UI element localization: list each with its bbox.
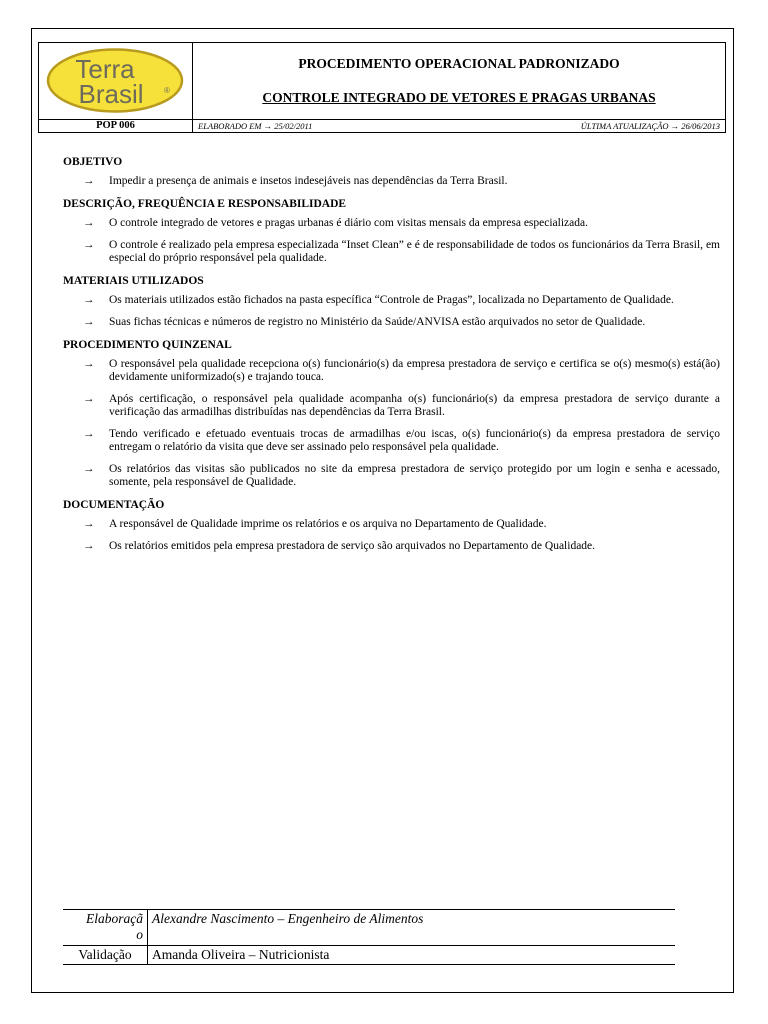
- item-text: Os materiais utilizados estão fichados na pasta específica “Controle de Pragas”, localizada no Departamento de Qualidade.: [109, 294, 674, 306]
- list-item: [63, 428, 720, 454]
- arrow-icon: →: [83, 175, 95, 187]
- item-text: O responsável pela qualidade recepciona o(s) funcionário(s) da empresa prestadora de serviço e certifica se o(s) mesmo(s) está(ão) devidamente uniformizado(s) e trajando touca.: [109, 358, 720, 383]
- elaboracao-label-line2: o: [136, 927, 143, 942]
- section-objetivo: [63, 155, 720, 188]
- section-descricao: [63, 197, 720, 265]
- logo-registered-mark: ®: [164, 86, 170, 95]
- list-item: [63, 217, 720, 230]
- item-text: Os relatórios das visitas são publicados no site da empresa prestadora de serviço protegido por um login e senha e acessado, somente, pela responsável de Qualidade.: [109, 463, 720, 488]
- ultima-atualizacao-date: ÚLTIMA ATUALIZAÇÃO → 26/06/2013: [580, 121, 720, 131]
- arrow-icon: →: [83, 540, 95, 552]
- logo-text-line2: Brasil: [78, 79, 144, 109]
- list-item: [63, 463, 720, 489]
- list-item: [63, 294, 720, 307]
- arrow-icon: →: [83, 217, 95, 229]
- section-procedimento: [63, 338, 720, 489]
- document-subtitle: [193, 90, 725, 106]
- list-item: [63, 239, 720, 265]
- pop-code: POP 006: [39, 119, 193, 133]
- elaboracao-label: [63, 910, 148, 946]
- item-text: Os relatórios emitidos pela empresa prestadora de serviço são arquivados no Departamento de Qualidade.: [109, 540, 596, 552]
- document-title: PROCEDIMENTO OPERACIONAL PADRONIZADO: [298, 56, 620, 71]
- section-materiais: [63, 274, 720, 329]
- item-text: O controle é realizado pela empresa especializada “Inset Clean” e é de responsabilidade de todos os funcionários da Terra Brasil, em especial do próprio responsável pela qualidade.: [109, 239, 720, 264]
- arrow-icon: →: [83, 463, 95, 475]
- terra-brasil-logo: [45, 47, 185, 114]
- arrow-icon: →: [83, 428, 95, 440]
- logo-text-line1: Terra: [75, 54, 135, 84]
- arrow-icon: →: [83, 518, 95, 530]
- document-body: [63, 155, 720, 562]
- list-item: [63, 358, 720, 384]
- item-text: Suas fichas técnicas e números de registro no Ministério da Saúde/ANVISA estão arquivados no setor de Qualidade.: [109, 316, 646, 328]
- item-text: A responsável de Qualidade imprime os relatórios e os arquiva no Departamento de Qualidade.: [109, 518, 547, 530]
- arrow-icon: →: [83, 393, 95, 405]
- section-title: DESCRIÇÃO, FREQUÊNCIA E RESPONSABILIDADE: [63, 198, 347, 210]
- signature-row-validacao: [63, 946, 675, 965]
- arrow-icon: →: [83, 316, 95, 328]
- signature-table: [63, 909, 675, 965]
- section-documentacao: [63, 498, 720, 553]
- item-text: Tendo verificado e efetuado eventuais trocas de armadilhas e/ou iscas, o(s) funcionário(s) da empresa prestadora de serviço entregam o relatório da visita que deve ser assinado pelo responsável pela qualidade.: [109, 428, 720, 453]
- validacao-label: Validação: [63, 946, 148, 965]
- title-cell: [193, 43, 725, 119]
- list-item: [63, 540, 720, 553]
- section-title: DOCUMENTAÇÃO: [63, 499, 165, 511]
- validacao-value: Amanda Oliveira – Nutricionista: [148, 946, 676, 965]
- logo-cell: [39, 43, 193, 119]
- elaboracao-value: Alexandre Nascimento – Engenheiro de Alimentos: [152, 911, 424, 926]
- list-item: [63, 316, 720, 329]
- list-item: [63, 175, 720, 188]
- elaborado-date: ELABORADO EM → 25/02/2011: [198, 121, 313, 131]
- section-title: PROCEDIMENTO QUINZENAL: [63, 339, 232, 351]
- arrow-icon: →: [83, 294, 95, 306]
- arrow-icon: →: [83, 239, 95, 251]
- list-item: [63, 393, 720, 419]
- item-text: O controle integrado de vetores e pragas urbanas é diário com visitas mensais da empresa especializada.: [109, 217, 588, 229]
- list-item: [63, 518, 720, 531]
- signature-row-elaboracao: [63, 910, 675, 946]
- item-text: Impedir a presença de animais e insetos indesejáveis nas dependências da Terra Brasil.: [109, 175, 508, 187]
- item-text: Após certificação, o responsável pela qualidade acompanha o(s) funcionário(s) da empresa prestadora de serviço durante a verificação das armadilhas distribuídas nas dependências da Terra Brasil.: [109, 393, 720, 418]
- section-title: OBJETIVO: [63, 156, 123, 168]
- arrow-icon: →: [83, 358, 95, 370]
- elaboracao-label-line1: Elaboraçã: [86, 911, 143, 926]
- document-subtitle-text: CONTROLE INTEGRADO DE VETORES E PRAGAS URBANAS: [262, 90, 656, 105]
- section-title: MATERIAIS UTILIZADOS: [63, 275, 204, 287]
- date-row: [193, 119, 725, 133]
- document-header: [38, 42, 726, 133]
